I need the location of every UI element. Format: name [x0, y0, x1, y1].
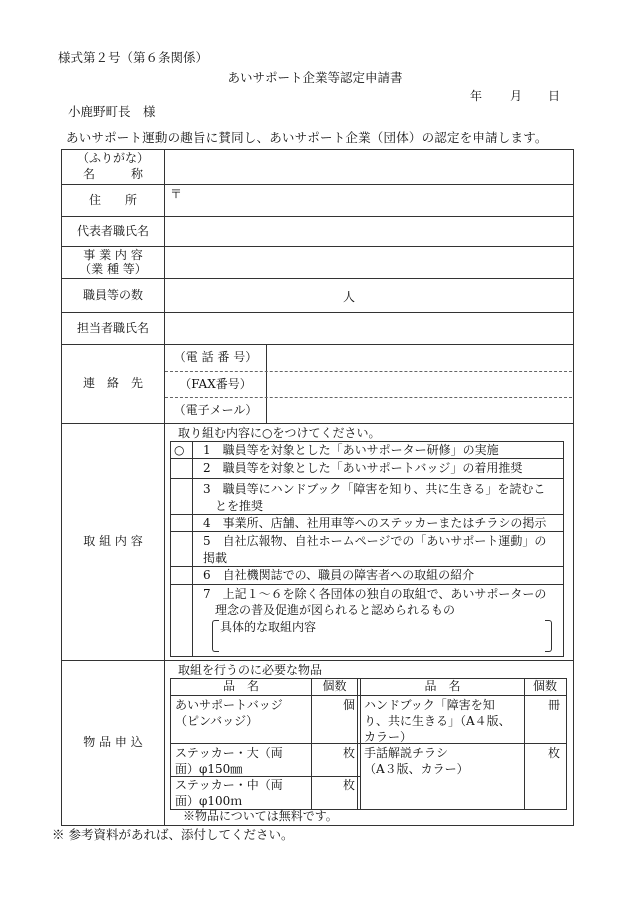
goods-item-sign-flyer: 手話解説チラシ （A３版、カラー）: [364, 746, 469, 777]
goods-unit-badge[interactable]: 個: [343, 698, 356, 712]
goods-unit-sticker-medium[interactable]: 枚: [343, 778, 356, 792]
declaration: あいサポート運動の趣旨に賛同し、あいサポート企業（団体）の認定を申請します。: [66, 130, 548, 145]
contact-label: 連 絡 先: [82, 376, 143, 391]
fax-input[interactable]: [267, 372, 572, 397]
business-label-main: 事 業 内 容: [83, 247, 143, 262]
goods-label: 物 品 申 込: [83, 734, 143, 749]
form-number: 様式第２号（第６条関係）: [58, 50, 209, 65]
goods-item-handbook: ハンドブック「障害を知 り、共に生きる」（A４版、 カラー）: [364, 698, 511, 745]
addressee: 小鹿野町長 様: [68, 104, 156, 119]
specific-content-input[interactable]: [220, 634, 542, 650]
date-day: 日: [548, 89, 561, 103]
activities-label: 取 組 内 容: [83, 534, 143, 549]
activities-instruction: 取り組む内容に○をつけてください。: [178, 426, 381, 440]
name-input[interactable]: [165, 150, 572, 184]
date-year: 年: [470, 89, 483, 103]
goods-unit-sign-flyer[interactable]: 枚: [548, 746, 561, 760]
activity-item-1: 1 職員等を対象とした「あいサポーター研修」の実施: [203, 443, 499, 457]
goods-item-badge: あいサポートバッジ （ピンバッジ）: [175, 698, 283, 729]
specific-content-label: 具体的な取組内容: [220, 620, 317, 634]
goods-right-item-header: 品 名: [424, 679, 461, 694]
goods-instruction: 取組を行うのに必要な物品: [178, 663, 323, 677]
date-month: 月: [510, 89, 523, 103]
address-input[interactable]: [185, 185, 572, 216]
name-label: [62, 150, 164, 184]
goods-left-item-header: 品 名: [222, 679, 259, 694]
business-input[interactable]: [165, 247, 572, 278]
name-field-label: 名 称: [82, 167, 143, 181]
postal-mark: 〒: [170, 187, 183, 201]
specific-content-bracket-right: [545, 620, 552, 652]
contact-person-input[interactable]: [165, 313, 572, 344]
representative-input[interactable]: [165, 217, 572, 246]
specific-content-bracket-left: [212, 620, 219, 652]
name-kana-label: （ふりがな）: [76, 151, 149, 166]
form-title: あいサポート企業等認定申請書: [227, 70, 403, 85]
business-label: [62, 247, 164, 278]
goods-note: ※物品については無料です。: [183, 809, 338, 823]
goods-left-qty-header: 個数: [322, 679, 347, 694]
goods-right-qty-header: 個数: [532, 679, 557, 694]
footer-note: ※ 参考資料があれば、添付してください。: [52, 827, 294, 842]
goods-item-sticker-large: ステッカー・大（両 面）φ150㎜: [175, 746, 283, 777]
staff-count-unit: 人: [343, 290, 356, 304]
fax-label: （FAX番号）: [179, 376, 252, 391]
activity-mark-1[interactable]: ○: [174, 443, 185, 457]
phone-input[interactable]: [267, 345, 572, 371]
business-label-sub: （業 種 等）: [79, 261, 147, 276]
staff-count-label: 職員等の数: [82, 287, 143, 302]
representative-label: 代表者職氏名: [76, 223, 149, 238]
address-label: 住 所: [88, 192, 137, 207]
email-input[interactable]: [267, 398, 572, 423]
goods-item-sticker-medium: ステッカー・中（両 面）φ100ｍ: [175, 778, 283, 809]
staff-count-input[interactable]: [165, 279, 340, 312]
activity-item-7: 7 上記１～６を除く各団体の独自の取組で、あいサポーターの 理念の普及促進が図られると認められるもの: [203, 587, 547, 618]
goods-unit-sticker-large[interactable]: 枚: [343, 746, 356, 760]
activity-item-2: 2 職員等を対象とした「あいサポートバッジ」の着用推奨: [203, 461, 523, 475]
email-label: （電子メール）: [173, 402, 258, 417]
goods-unit-handbook[interactable]: 冊: [548, 698, 561, 712]
activity-item-5: 5 自社広報物、自社ホームページでの「あいサポート運動」の 掲載: [203, 534, 547, 565]
phone-label: （電 話 番 号）: [173, 350, 258, 365]
contact-person-label: 担当者職氏名: [76, 320, 149, 335]
activity-item-6: 6 自社機関誌での、職員の障害者への取組の紹介: [203, 568, 475, 582]
activity-item-4: 4 事業所、店舗、社用車等へのステッカーまたはチラシの掲示: [203, 516, 547, 530]
activity-item-3: 3 職員等にハンドブック「障害を知り、共に生きる」を読むこ とを推奨: [203, 482, 546, 513]
